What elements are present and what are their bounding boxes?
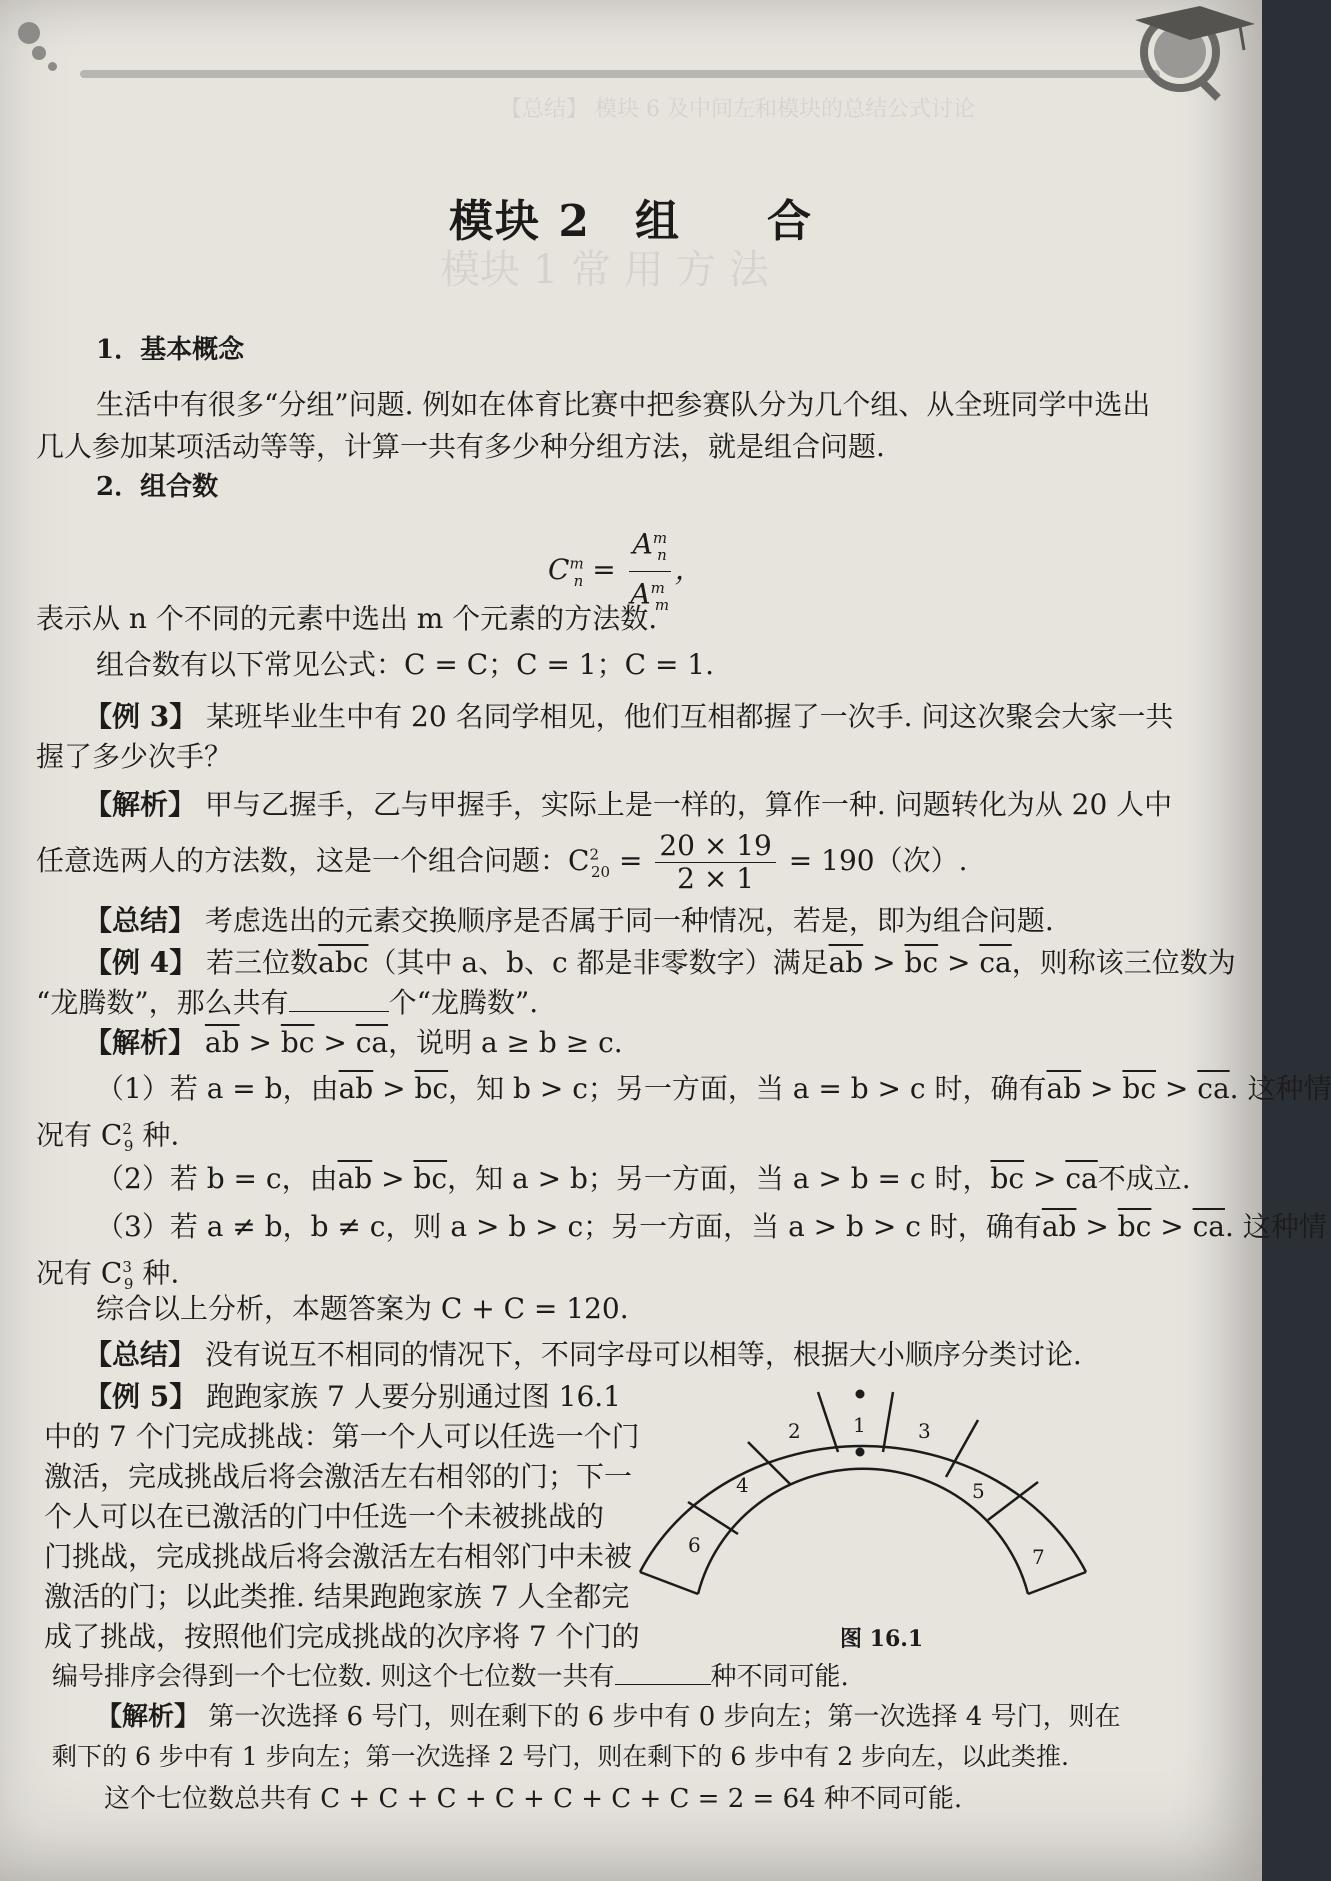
example-4-case-3-cont: 况有 $C^3_9$ 种.: [36, 1256, 180, 1293]
header-dot-medium: [32, 46, 46, 60]
example-5-line-3: 激活，完成挑战后将会激活左右相邻的门；下一: [44, 1460, 633, 1493]
example-4-case-2: （2）若 b = c，由$\overline{ab} > \overline{bc}$，知 a > b；另一方面，当 a > b = c 时，$\overline{bc} > \overline{ca}$不成立.: [96, 1162, 1191, 1195]
inner-marker-dot: [856, 1448, 865, 1457]
top-marker-dot: [856, 1390, 865, 1399]
example-5-solution-1: 【解析】 第一次选择 6 号门，则在剩下的 6 步中有 0 步向左；第一次选择 4 号门，则在: [96, 1702, 1121, 1732]
example-3-summary: 【总结】 考虑选出的元素交换顺序是否属于同一种情况，若是，即为组合问题.: [84, 904, 1054, 937]
example-4-question-1: 【例 4】 若三位数$\overline{abc}$（其中 a、b、c 都是非零数字）满足$\overline{ab} > \overline{bc} > \overline{ca}$，则称该三位数为: [84, 946, 1236, 979]
example-5-line-5: 门挑战，完成挑战后将会激活左右相邻门中未被: [44, 1540, 633, 1573]
door-label-3: 3: [918, 1419, 931, 1443]
door-label-7: 7: [1032, 1545, 1045, 1569]
example-5-line-6: 激活的门；以此类推. 结果跑跑家族 7 人全都完: [44, 1580, 630, 1613]
example-3-question-2: 握了多少次手？: [36, 740, 233, 773]
handshake-fraction: $\frac{20 \times 19}{2 \times 1}$: [655, 830, 776, 895]
example-3-question-1: 【例 3】 某班毕业生中有 20 名同学相见，他们互相都握了一次手. 问这次聚会大家一共: [84, 700, 1174, 733]
example-4-case-1-cont: 况有 $C^2_9$ 种.: [36, 1118, 180, 1155]
bleed-through-heading: 【总结】 模块 6 及中间左和模块的总结公式讨论: [500, 97, 975, 122]
section-2-line-2: 组合数有以下常见公式：C = C；C = 1；C = 1.: [96, 648, 715, 681]
module-title: 模块 2 组 合: [449, 196, 813, 247]
example-3-solution-2: 任意选两人的方法数，这是一个组合问题：$C^2_{20}$ = $\frac{20 \times 19}{2 \times 1}$ = 190（次）.: [36, 829, 968, 895]
answer-blank: [289, 989, 389, 1012]
door-arch-figure: [628, 1372, 1098, 1622]
section-1-line-1: 生活中有很多“分组”问题. 例如在体育比赛中把参赛队分为几个组、从全班同学中选出: [96, 388, 1151, 421]
section-2-line-1: 表示从 n 个不同的元素中选出 m 个元素的方法数.: [36, 602, 658, 635]
example-5-line-8: 编号排序会得到一个七位数. 则这个七位数一共有 种不同可能.: [52, 1662, 849, 1692]
door-label-6: 6: [688, 1533, 701, 1557]
header-rule: [80, 70, 1160, 78]
example-4-question-2: “龙腾数”，那么共有 个“龙腾数”.: [36, 986, 539, 1019]
header-dot-small: [48, 62, 57, 71]
bleed-through-title: 模块 1 常 用 方 法: [440, 247, 770, 293]
example-5-line-2: 中的 7 个门完成挑战：第一个人可以任选一个门: [44, 1420, 640, 1453]
example-4-conclusion: 综合以上分析，本题答案为 C + C = 120.: [96, 1292, 629, 1325]
door-label-2: 2: [788, 1419, 801, 1443]
example-4-case-3: （3）若 a ≠ b，b ≠ c，则 a > b > c；另一方面，当 a > b > c 时，确有$\overline{ab} > \overline{bc} > \overline{ca}$. 这种情: [96, 1210, 1327, 1243]
example-5-solution-3: 这个七位数总共有 C + C + C + C + C + C + C = 2 = 64 种不同可能.: [104, 1784, 963, 1814]
common-formulas: C = C；C = 1；C = 1.: [404, 648, 715, 681]
example-5-line-4: 个人可以在已激活的门中任选一个未被挑战的: [44, 1500, 605, 1533]
door-label-1: 1: [853, 1413, 866, 1437]
example-4-solution: 【解析】 $\overline{ab} > \overline{bc} > \overline{ca}$，说明 a ≥ b ≥ c.: [84, 1026, 623, 1059]
example-5-line-1: 【例 5】 跑跑家族 7 人要分别通过图 16.1: [84, 1380, 622, 1413]
combination-formula: $C^m_n$ = $\frac{A^m_n}{A^m_m}$ ，: [548, 522, 703, 621]
example-5-line-7: 成了挑战，按照他们完成挑战的次序将 7 个门的: [44, 1620, 640, 1653]
header-dot-large: [18, 22, 40, 44]
section-1-line-2: 几人参加某项活动等等，计算一共有多少种分组方法，就是组合问题.: [36, 430, 885, 463]
door-label-4: 4: [736, 1473, 749, 1497]
door-label-5: 5: [972, 1479, 985, 1503]
example-5-solution-2: 剩下的 6 步中有 1 步向左；第一次选择 2 号门，则在剩下的 6 步中有 2 步向左，以此类推.: [52, 1742, 1069, 1771]
figure-caption: 图 16.1: [840, 1626, 924, 1652]
formula-fraction: $\frac{A^m_n}{A^m_m}$: [629, 522, 671, 621]
example-4-case-1: （1）若 a = b，由$\overline{ab} > \overline{bc}$，知 b > c；另一方面，当 a = b > c 时，确有$\overline{ab} > \overline{bc} > \overline{ca}$. 这种情: [96, 1072, 1331, 1105]
graduation-cap-icon: [1120, 2, 1260, 102]
section-1-heading: 1．基本概念: [96, 335, 245, 365]
answer-blank-2: [615, 1662, 711, 1685]
section-2-heading: 2．组合数: [96, 472, 219, 502]
example-3-solution-1: 【解析】 甲与乙握手，乙与甲握手，实际上是一样的，算作一种. 问题转化为从 20 人中: [84, 788, 1173, 821]
example-4-summary: 【总结】 没有说互不相同的情况下，不同字母可以相等，根据大小顺序分类讨论.: [84, 1338, 1082, 1371]
